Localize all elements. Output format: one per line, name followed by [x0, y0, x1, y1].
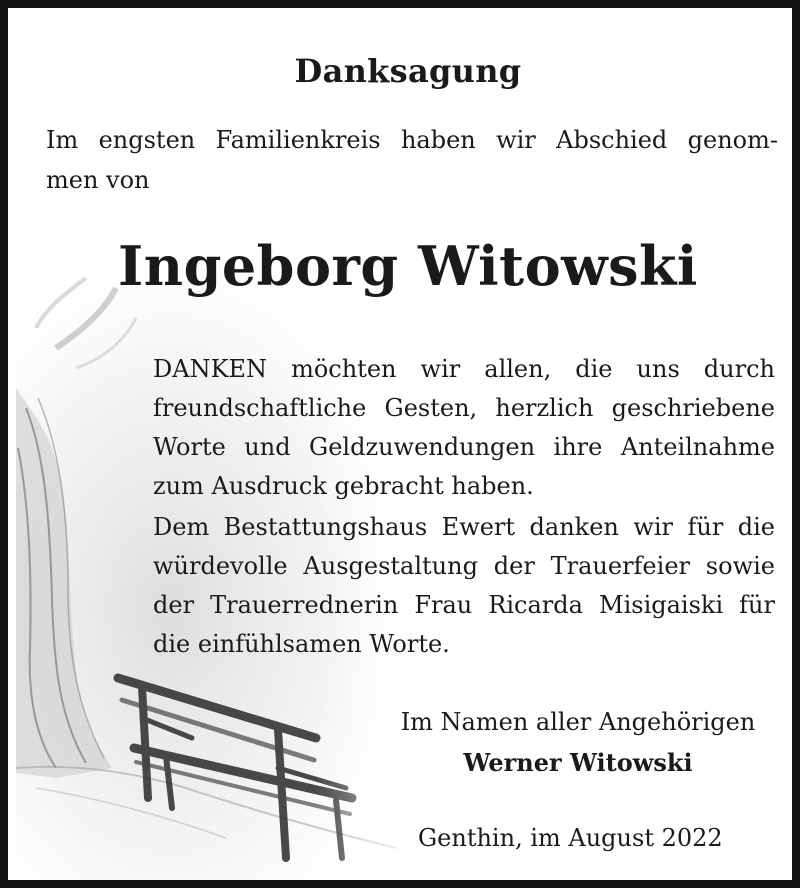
intro-word: Abschied [556, 126, 668, 154]
intro-line-1 [46, 126, 778, 154]
text-line: Dem Bestattungshaus Ewert danken wir für die [153, 513, 775, 541]
thanks-paragraph-2 [153, 508, 775, 664]
intro-word: haben [400, 126, 476, 154]
intro-word: engsten [98, 126, 196, 154]
deceased-name: Ingeborg Witowski [118, 234, 698, 298]
text-line: DANKEN möchten wir allen, die uns durch [153, 355, 775, 383]
signer-name: Werner Witowski [463, 748, 693, 777]
thanks-paragraph-1 [153, 350, 775, 506]
closing-phrase: Im Namen aller Angehörigen [400, 708, 756, 736]
intro-word: genom- [687, 126, 778, 154]
text-line: würdevolle Ausgestaltung der Trauerfeier sowie [153, 552, 775, 580]
text-line: die einfühlsamen Worte. [153, 630, 450, 658]
intro-line-2: men von [46, 166, 150, 194]
intro-word: wir [496, 126, 536, 154]
text-line: freundschaftliche Gesten, herzlich geschriebene [153, 394, 775, 422]
document-title: Danksagung [294, 52, 522, 90]
text-line: der Trauerrednerin Frau Ricarda Misigaiski für [153, 591, 775, 619]
text-line: Worte und Geldzuwendungen ihre Anteilnahme [153, 433, 775, 461]
text-line: zum Ausdruck gebracht haben. [153, 472, 534, 500]
intro-word: Im [46, 126, 79, 154]
intro-word: Familienkreis [215, 126, 381, 154]
place-and-date: Genthin, im August 2022 [418, 824, 723, 852]
